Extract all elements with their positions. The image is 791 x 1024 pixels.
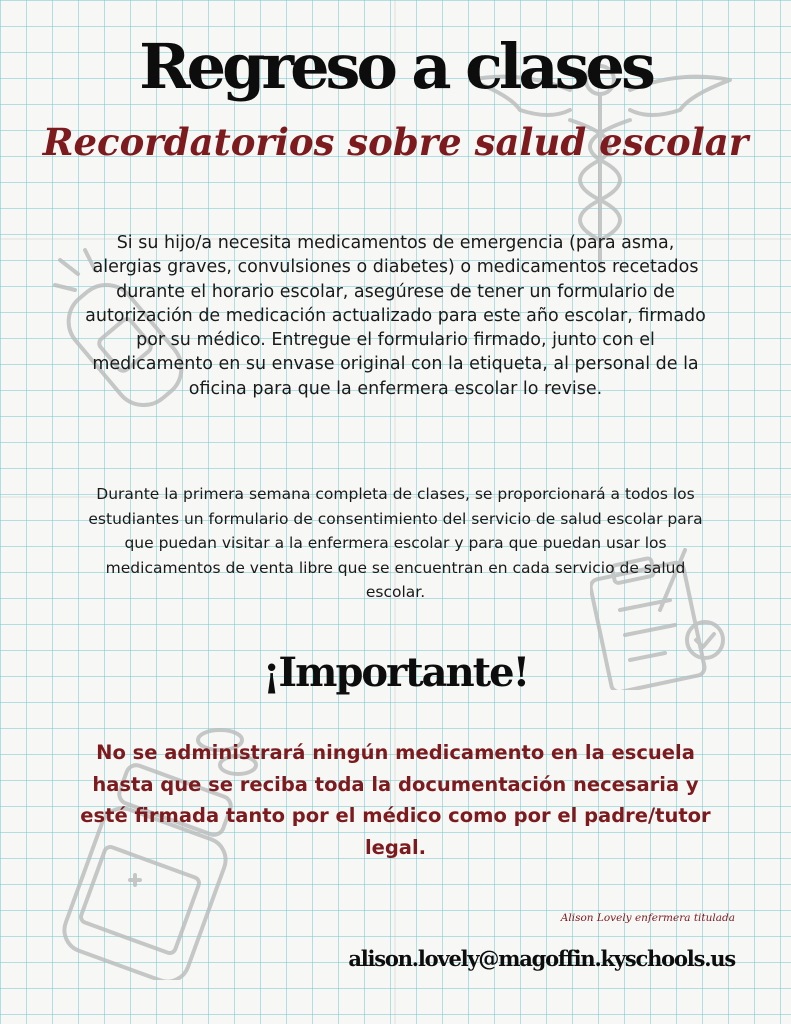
medication-paragraph: Si su hijo/a necesita medicamentos de emergencia (para asma, alergias graves, convulsiones o diabetes) o medicamentos recetados durante el horario escolar, asegúrese de tener un formulario de autorización de medicación actualizado para este año escolar, firmado por su médico. Entregue el formulario firmado, junto con el medicamento en su envase original con la etiqueta, al personal de la oficina para que la enfermera escolar lo revise. [85,233,706,399]
nurse-signature: Alison Lovely enfermera titulada [560,912,735,924]
page-subtitle: Recordatorios sobre salud escolar [42,120,749,164]
page-title: Regreso a clases [139,30,652,103]
consent-paragraph: Durante la primera semana completa de clases, se proporcionará a todos los estudiantes un formulario de consentimiento del servicio de salud escolar para que puedan visitar a la enfermera escolar y para que puedan usar los medicamentos de venta libre que se encuentran en cada servicio de salud escolar. [88,485,703,601]
important-notice: No se administrará ningún medicamento en la escuela hasta que se reciba toda la documentación necesaria y esté firmada tanto por el médico como por el padre/tutor legal. [80,741,711,859]
contact-email: alison.lovely@magoffin.kyschools.us [348,946,735,971]
important-heading: ¡Importante! [262,649,529,696]
